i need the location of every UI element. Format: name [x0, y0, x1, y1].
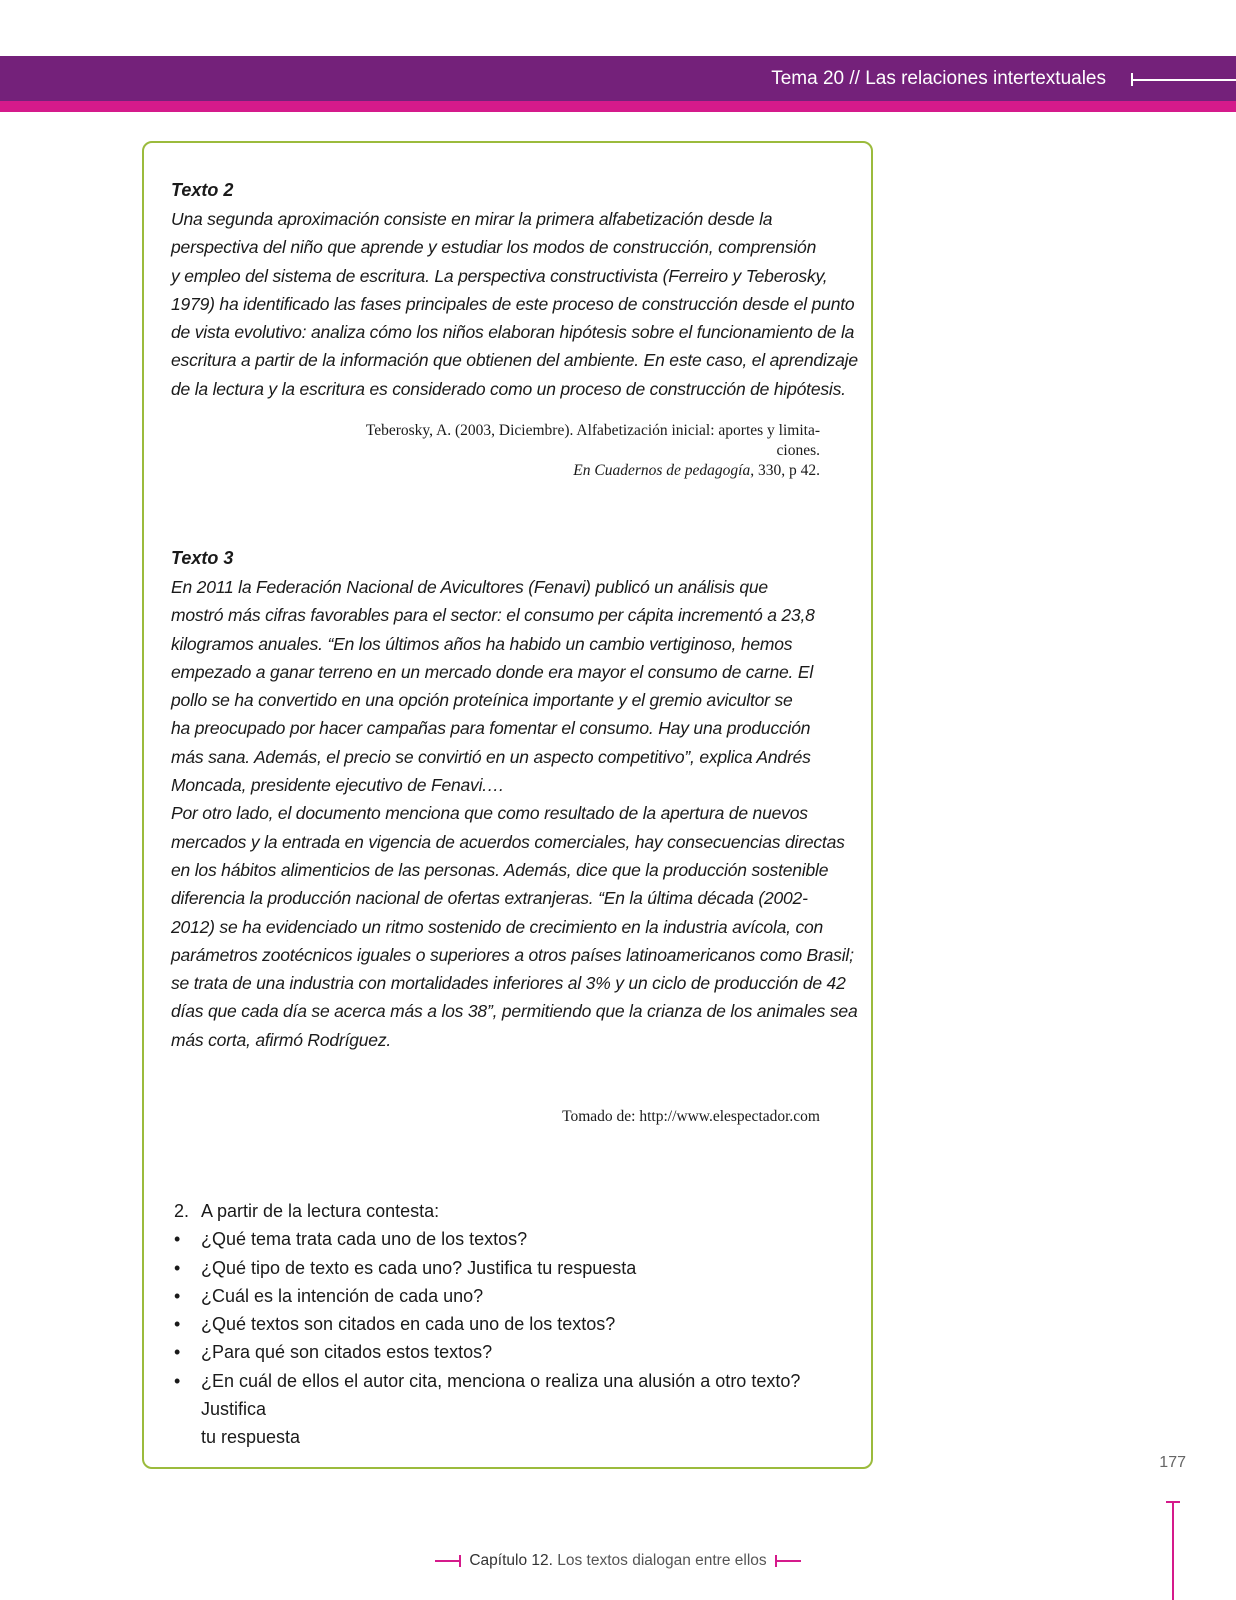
text2-line: de la lectura y la escritura es considerado como un proceso de construcción de hipótesis.: [171, 378, 846, 399]
text3-line: 2012) se ha evidenciado un ritmo sostenido de crecimiento en la industria avícola, con: [171, 916, 824, 937]
text3-line: kilogramos anuales. “En los últimos años ha habido un cambio vertiginoso, hemos: [171, 633, 793, 654]
question-text: ¿Qué tema trata cada uno de los textos?: [201, 1229, 528, 1250]
text3-line: más corta, afirmó Rodríguez.: [171, 1029, 392, 1050]
question-item: [171, 1338, 851, 1366]
footer-marker-right: [775, 1560, 801, 1562]
activity-intro-text: A partir de la lectura contesta:: [201, 1201, 440, 1221]
bullet: •: [174, 1285, 181, 1306]
header-accent-stripe: [0, 101, 1236, 112]
citation-line: [220, 461, 820, 481]
text3-line: días que cada día se acerca más a los 38”, permitiendo que la crianza de los animales sea: [171, 1001, 858, 1022]
text3-body: [171, 573, 861, 1054]
activity-list: [171, 1197, 851, 1452]
question-item: [171, 1225, 851, 1253]
text3-line: mostró más cifras favorables para el sector: el consumo per cápita incrementó a 23,8: [171, 605, 815, 626]
text3-line: En 2011 la Federación Nacional de Avicultores (Fenavi) publicó un análisis que: [171, 577, 768, 597]
activity-intro: [171, 1197, 851, 1225]
bullet: •: [174, 1342, 181, 1363]
text3-line: diferencia la producción nacional de ofertas extranjeras. “En la última década (2002-: [171, 888, 808, 909]
text2-line: perspectiva del niño que aprende y estudiar los modos de construcción, comprensión: [171, 237, 817, 258]
text3-heading: Texto 3: [171, 548, 234, 568]
text3-line: empezado a ganar terreno en un mercado donde era mayor el consumo de carne. El: [171, 661, 814, 682]
text2-line: Una segunda aproximación consiste en mirar la primera alfabetización desde la: [171, 209, 773, 229]
bullet: •: [174, 1257, 181, 1278]
citation-journal: En Cuadernos de pedagogía: [573, 462, 751, 479]
text3-line: Por otro lado, el documento menciona que como resultado de la apertura de nuevos: [171, 803, 808, 824]
text3-line: en los hábitos alimenticios de las personas. Además, dice que la producción sostenible: [171, 859, 829, 880]
page-number: 177: [1159, 1454, 1186, 1471]
text2-line: 1979) ha identificado las fases principales de este proceso de construcción desde el punto: [171, 293, 855, 314]
text2-line: de vista evolutivo: analiza cómo los niños elaboran hipótesis sobre el funcionamiento de la: [171, 322, 855, 343]
footer-chapter-label: Capítulo 12.: [469, 1552, 553, 1569]
bullet: •: [174, 1229, 181, 1250]
text3-line: ha preocupado por hacer campañas para fomentar el consumo. Hay una producción: [171, 718, 811, 739]
text3-line: mercados y la entrada en vigencia de acuerdos comerciales, hay consecuencias directas: [171, 831, 845, 852]
footer-chapter-title: Los textos dialogan entre ellos: [557, 1552, 767, 1569]
text3-line: parámetros zootécnicos iguales o superiores a otros países latinoamericanos como Brasil;: [171, 944, 854, 965]
text3-source: Tomado de: http://www.elespectador.com: [562, 1108, 820, 1125]
text2-citation: [220, 421, 820, 481]
text2-heading: Texto 2: [171, 180, 234, 200]
text3-line: más sana. Además, el precio se convirtió en un aspecto competitivo”, explica Andrés: [171, 746, 811, 767]
question-text: ¿Qué tipo de texto es cada uno? Justifica tu respuesta: [201, 1257, 637, 1278]
text2-body: [171, 205, 861, 403]
footer: [0, 1551, 1236, 1571]
question-item: [171, 1367, 851, 1452]
page-title: Tema 20 // Las relaciones intertextuales: [771, 68, 1106, 89]
question-item: [171, 1310, 851, 1338]
citation-line: Teberosky, A. (2003, Diciembre). Alfabetización inicial: aportes y limita-: [365, 422, 820, 439]
question-text-continuation: tu respuesta: [201, 1427, 301, 1448]
citation-line: ciones.: [776, 442, 820, 459]
text3-line: Moncada, presidente ejecutivo de Fenavi.…: [171, 775, 505, 796]
list-number: 2.: [174, 1201, 190, 1221]
question-text: ¿Para qué son citados estos textos?: [201, 1342, 493, 1363]
citation-issue: , 330, p 42.: [750, 462, 820, 479]
text3-line: se trata de una industria con mortalidades inferiores al 3% y un ciclo de producción de 42: [171, 973, 846, 994]
header-rule: [1131, 79, 1236, 81]
text3-line: pollo se ha convertido en una opción proteínica importante y el gremio avicultor se: [171, 690, 793, 711]
text2-line: escritura a partir de la información que obtienen del ambiente. En este caso, el aprendizaje: [171, 350, 858, 371]
question-item: [171, 1282, 851, 1310]
question-text: ¿En cuál de ellos el autor cita, menciona o realiza una alusión a otro texto? Justifica: [201, 1370, 801, 1420]
bullet: •: [174, 1370, 181, 1391]
question-text: ¿Cuál es la intención de cada uno?: [201, 1285, 484, 1306]
question-text: ¿Qué textos son citados en cada uno de los textos?: [201, 1314, 616, 1335]
footer-marker-left: [435, 1560, 461, 1562]
bullet: •: [174, 1314, 181, 1335]
question-item: [171, 1254, 851, 1282]
text2-line: y empleo del sistema de escritura. La perspectiva constructivista (Ferreiro y Teberosky,: [171, 265, 828, 286]
